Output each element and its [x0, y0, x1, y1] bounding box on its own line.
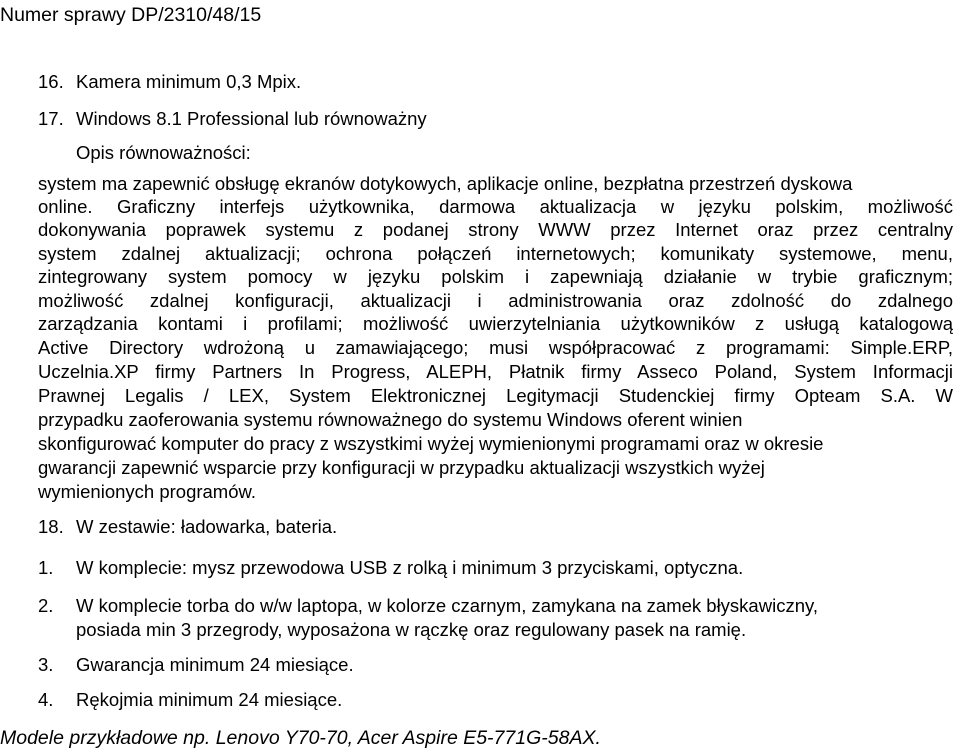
list-item-number: 16. [38, 71, 64, 92]
list-item-18 [38, 515, 337, 539]
equivalence-line-6: możliwość zdalnej konfiguracji, aktualizacji i administrowania oraz zdolność do zdalnego [38, 290, 953, 311]
list-item-text: Kamera minimum 0,3 Mpix. [76, 71, 302, 92]
equivalence-line-13: gwarancji zapewnić wsparcie przy konfiguracji w przypadku aktualizacji wszystkich wyżej [38, 457, 765, 478]
list-item-17 [38, 107, 427, 131]
list-item-number: 2. [38, 595, 54, 616]
kit-item-2-continuation: posiada min 3 przegrody, wyposażona w rączkę oraz regulowany pasek na ramię. [76, 619, 747, 640]
equivalence-line-1: system ma zapewnić obsługę ekranów dotykowych, aplikacje online, bezpłatna przestrzeń dyskowa [38, 173, 853, 194]
equivalence-line-11: przypadku zaoferowania systemu równoważnego do systemu Windows oferent winien [38, 409, 743, 430]
list-item-number: 18. [38, 516, 64, 537]
equivalence-line-7: zarządzania kontami i profilami; możliwość uwierzytelniania użytkowników z usługą katalogową [38, 313, 953, 334]
list-item-text: W komplecie: mysz przewodowa USB z rolką i minimum 3 przyciskami, optyczna. [76, 557, 744, 578]
equivalence-line-5: zintegrowany system pomocy w języku polskim i zapewniają działanie w trybie graficznym; [38, 266, 953, 287]
list-item-16 [38, 70, 301, 94]
equivalence-line-3: dokonywania poprawek systemu z podanej strony WWW przez Internet oraz przez centralny [38, 219, 953, 240]
list-item-number: 4. [38, 689, 54, 710]
kit-item-2 [38, 594, 818, 618]
example-models-note: Modele przykładowe np. Lenovo Y70-70, Acer Aspire E5-771G-58AX. [0, 727, 601, 749]
case-number-header: Numer sprawy DP/2310/48/15 [0, 4, 262, 26]
equivalence-line-4: system zdalnej aktualizacji; ochrona połączeń internetowych; komunikaty systemowe, menu, [38, 243, 953, 264]
equivalence-line-14: wymienionych programów. [38, 481, 256, 502]
equivalence-heading: Opis równoważności: [76, 142, 251, 163]
list-item-text: Rękojmia minimum 24 miesiące. [76, 689, 343, 710]
list-item-text: Windows 8.1 Professional lub równoważny [76, 108, 427, 129]
list-item-text: Gwarancja minimum 24 miesiące. [76, 654, 354, 675]
equivalence-line-10: Prawnej Legalis / LEX, System Elektronicznej Legitymacji Studenckiej firmy Opteam S.A. W [38, 385, 953, 406]
list-item-text: W zestawie: ładowarka, bateria. [76, 516, 338, 537]
kit-item-1 [38, 556, 743, 580]
equivalence-line-9: Uczelnia.XP firmy Partners In Progress, ALEPH, Płatnik firmy Asseco Poland, System Informacji [38, 361, 953, 382]
list-item-number: 17. [38, 108, 64, 129]
kit-item-3 [38, 653, 354, 677]
list-item-text: W komplecie torba do w/w laptopa, w kolorze czarnym, zamykana na zamek błyskawiczny, [76, 595, 818, 616]
list-item-number: 1. [38, 557, 54, 578]
kit-item-4 [38, 688, 342, 712]
equivalence-line-12: skonfigurować komputer do pracy z wszystkimi wyżej wymienionymi programami oraz w okresie [38, 433, 824, 454]
equivalence-line-2: online. Graficzny interfejs użytkownika, darmowa aktualizacja w języku polskim, możliwość [38, 196, 953, 217]
equivalence-line-8: Active Directory wdrożoną u zamawiającego; musi współpracować z programami: Simple.ERP, [38, 337, 953, 358]
list-item-number: 3. [38, 654, 54, 675]
